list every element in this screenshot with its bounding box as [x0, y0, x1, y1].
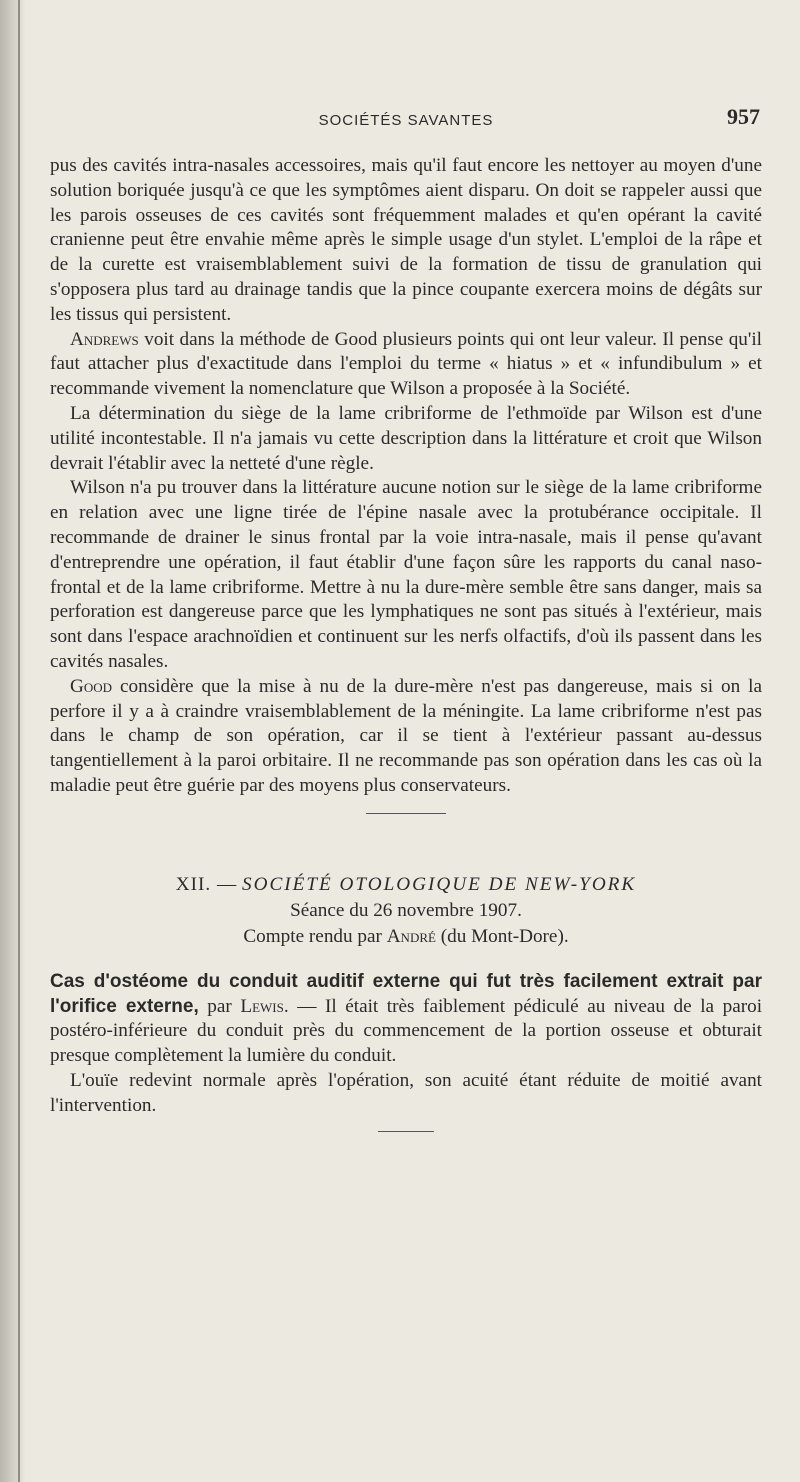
- speaker-name: Good: [70, 675, 113, 697]
- report-suffix: (du Mont-Dore).: [440, 925, 569, 947]
- section-divider: [366, 813, 446, 814]
- running-head: [50, 100, 762, 134]
- paragraph-text: voit dans la méthode de Good plusieurs points qui ont leur valeur. Il pense qu'il faut attacher plus d'exactitude dans l'emploi du terme « hiatus » et « infundibulum » et recommande vivement la nomenclature que Wilson a proposée à la Société.: [50, 328, 763, 400]
- paragraph: Wilson n'a pu trouver dans la littérature aucune notion sur le siège de la lame cribriforme en relation avec une ligne tirée de l'épine nasale avec la protubérance occipitale. Il recommande de drainer le sinus frontal par la voie intra-nasale, mais il pense qu'avant d'entreprendre une opération, il faut établir d'une façon sûre les rapports du canal naso-frontal et de la lame cribriforme. Mettre à nu la dure-mère semble être sans danger, mais sa perforation est dangereuse parce que les lymphatiques ne sont pas situés à l'extérieur, mais sont dans l'espace arachnoïdien et continuent sur les nerfs olfactifs, d'où ils passent dans les cavités nasales.: [50, 477, 762, 672]
- page-binding-edge: [0, 0, 26, 1482]
- session-date: Séance du 26 novembre 1907.: [290, 899, 522, 921]
- paragraph-text: considère que la mise à nu de la dure-mère n'est pas dangereuse, mais si on la perfore il y a à craindre vraisemblablement de la méningite. La lame cribriforme n'est pas dans le champ de son opération, car il se tient à l'extérieur passant au-dessus tangentiellement à la paroi orbitaire. Il ne recommande pas son opération dans les cas où la maladie peut être guérie par des moyens plus conservateurs.: [50, 675, 763, 796]
- paragraph: [50, 675, 762, 799]
- running-title: SOCIÉTÉS SAVANTES: [318, 112, 494, 129]
- section-number: XII. —: [175, 873, 238, 895]
- section-title: SOCIÉTÉ OTOLOGIQUE DE NEW-YORK: [242, 873, 637, 895]
- speaker-name: Andrews: [70, 328, 139, 350]
- page-number: 957: [727, 104, 760, 129]
- report-author: André: [386, 925, 436, 947]
- case-title: Cas d'ostéome du conduit auditif externe qui fut très facilement extrait par l'orifice externe,: [50, 970, 762, 1017]
- case-author: Lewis: [240, 995, 284, 1017]
- paragraph: [50, 328, 762, 402]
- case-report: [50, 970, 762, 1119]
- case-text: . — Il était très faiblement pédiculé au niveau de la paroi postéro-inférieure du conduit près du commencement de la portion osseuse et obturait presque complètement la lumière du conduit.: [50, 995, 763, 1067]
- end-divider: [378, 1131, 434, 1132]
- binding-line: [18, 0, 20, 1482]
- section-heading: [50, 872, 762, 950]
- report-prefix: Compte rendu par: [243, 925, 382, 947]
- case-paragraph: L'ouïe redevint normale après l'opération, son acuité étant réduite de moitié avant l'intervention.: [50, 1069, 762, 1116]
- case-paragraph: [50, 970, 762, 1069]
- report-line: [50, 924, 762, 950]
- body-text: [50, 154, 762, 799]
- page: [50, 100, 762, 1132]
- section-title-line: [50, 872, 762, 898]
- paragraph: pus des cavités intra-nasales accessoires, mais qu'il faut encore les nettoyer au moyen d'une solution boriquée jusqu'à ce que les symptômes aient disparu. On doit se rappeler aussi que les parois osseuses de ces cavités sont fréquemment malades et qu'en opérant la cavité cranienne peut être envahie même après le simple usage d'un stylet. L'emploi de la râpe et de la curette est vraisemblablement suivi de la formation de tissu de granulation qui s'opposera plus tard au drainage tandis que la pince coupante exercera moins de dégâts sur les tissus qui persistent.: [50, 155, 762, 325]
- paragraph: La détermination du siège de la lame cribriforme de l'ethmoïde par Wilson est d'une utilité incontestable. Il n'a jamais vu cette description dans la littérature et croit que Wilson devrait l'établir avec la netteté d'une règle.: [50, 402, 762, 474]
- case-by: par: [207, 995, 232, 1017]
